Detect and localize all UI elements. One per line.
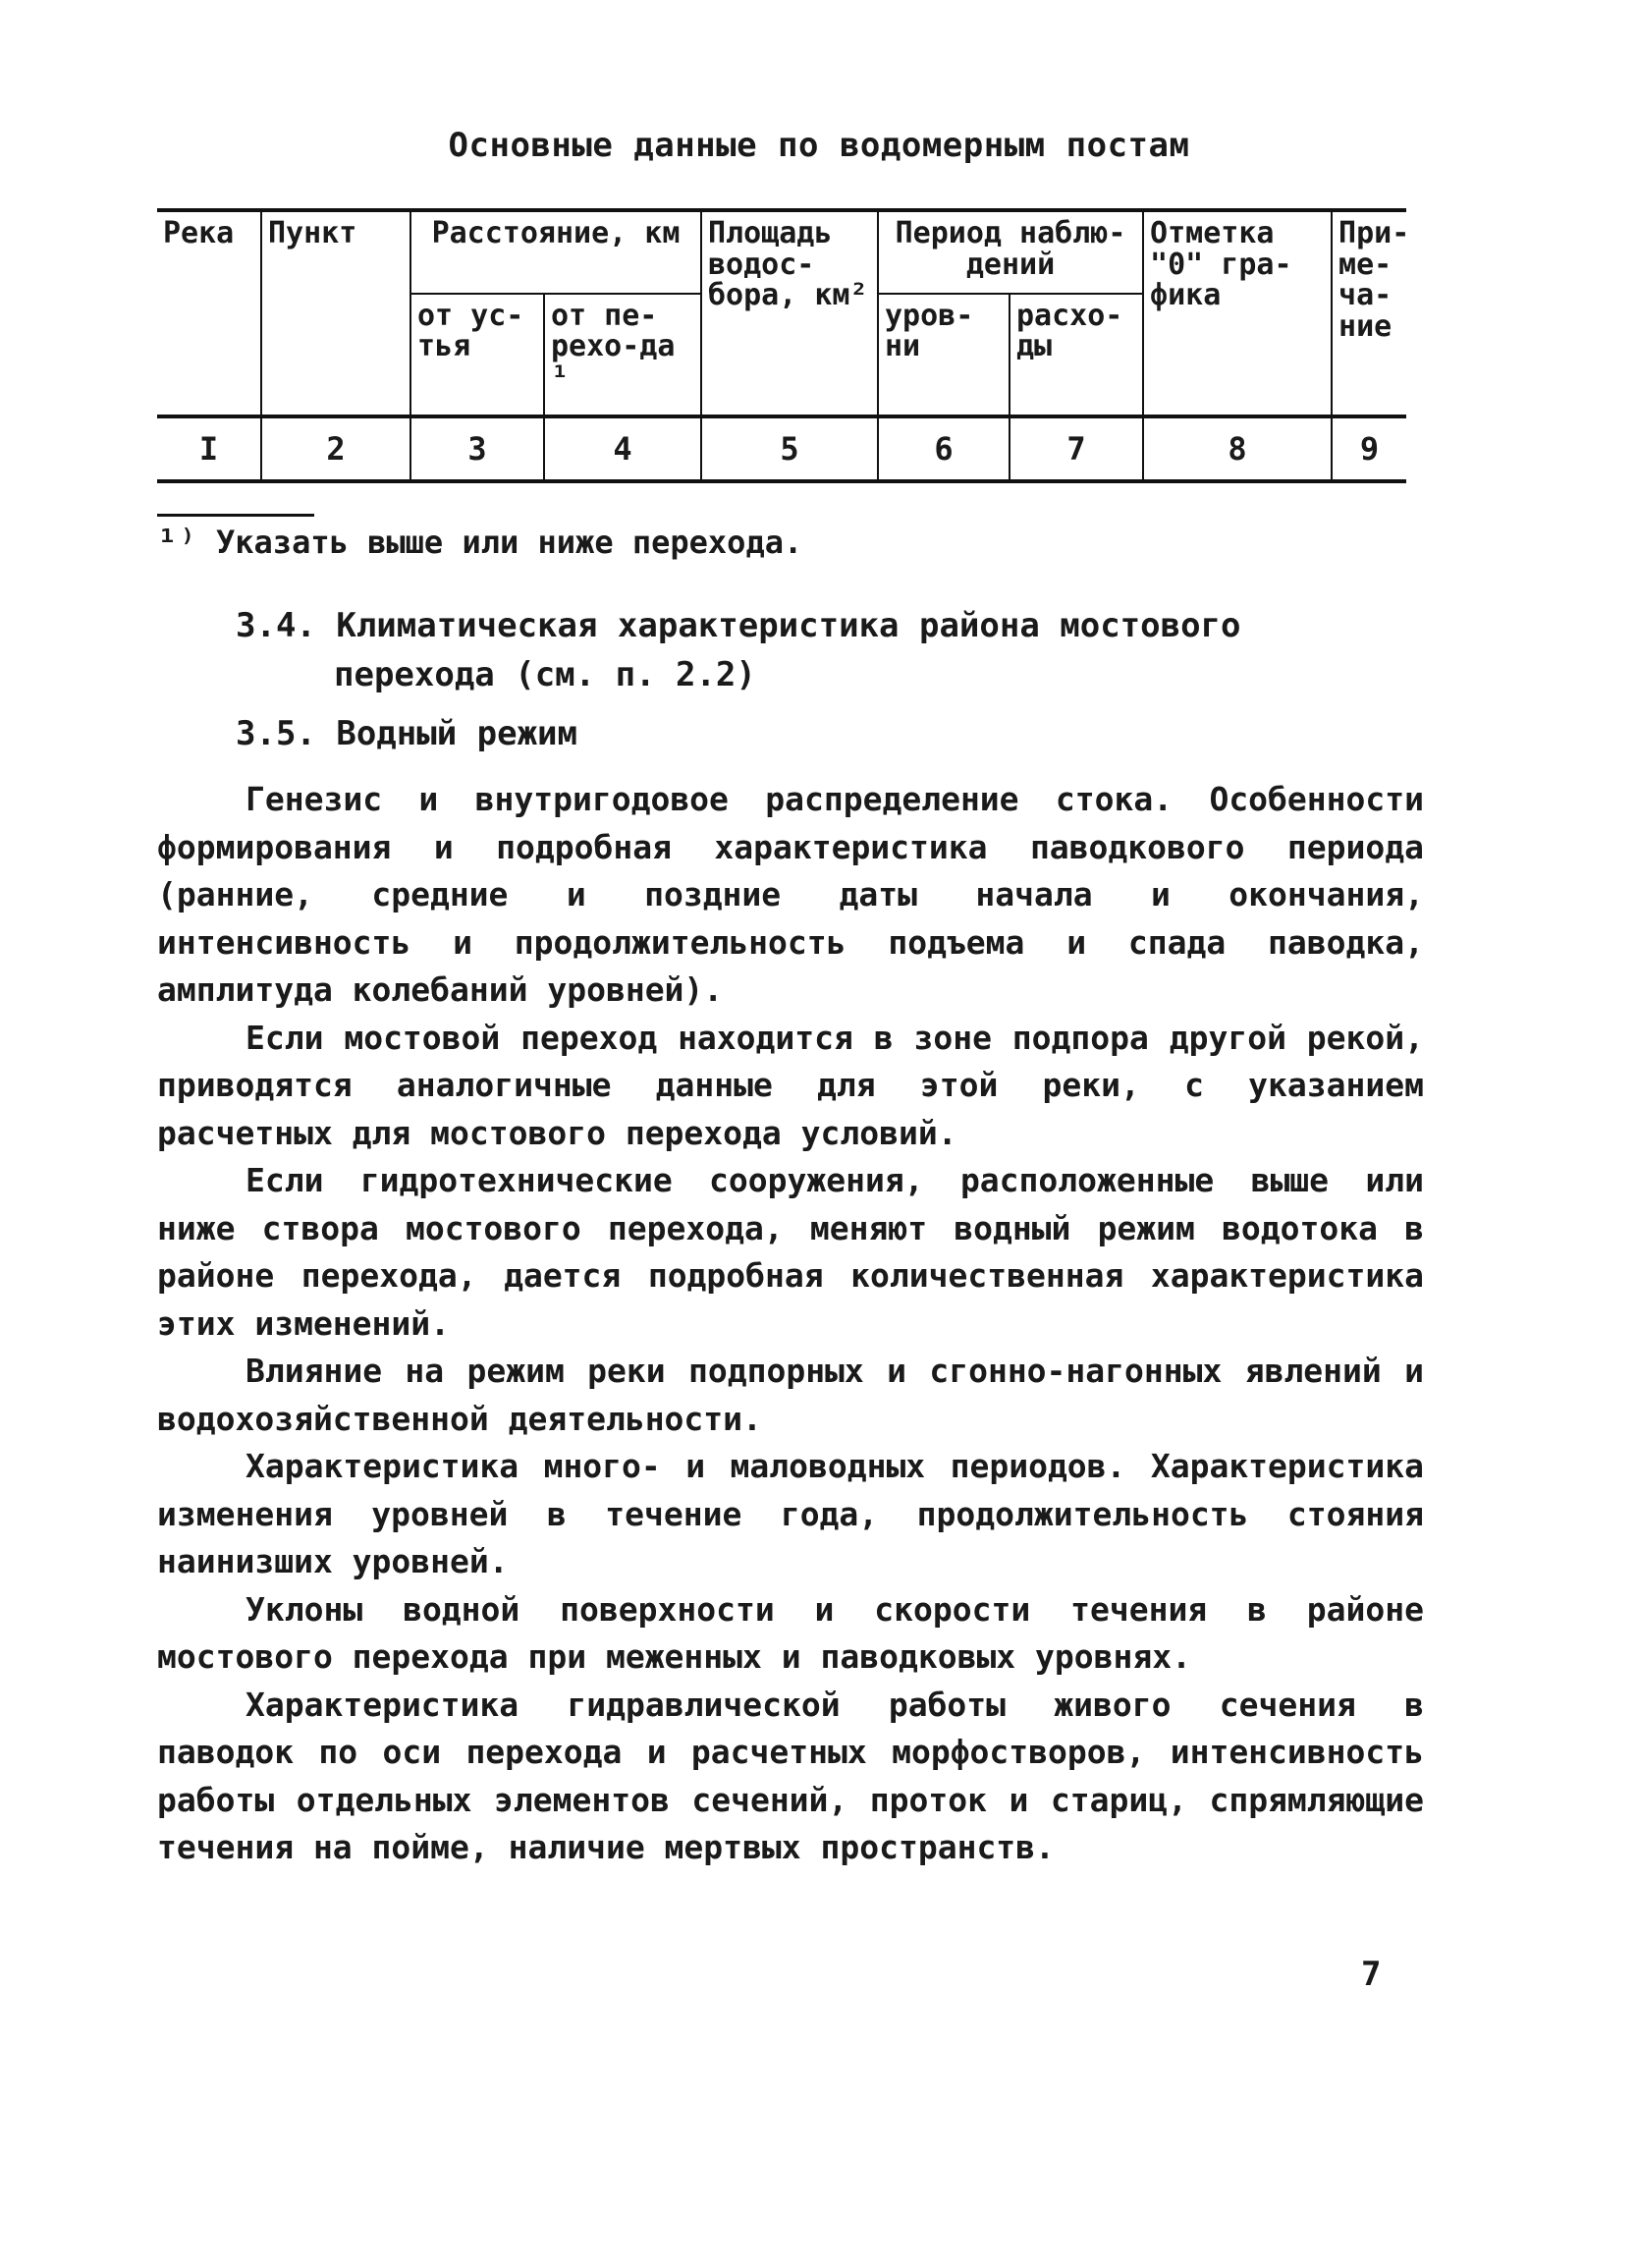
header-ot-ustya: от ус-тья — [410, 294, 544, 416]
header-urovni: уров-ни — [878, 294, 1010, 416]
section-3-4-line1: 3.4. Климатическая характеристика района мостового — [236, 606, 1241, 645]
column-number: 9 — [1332, 416, 1406, 481]
section-3-5-body — [157, 776, 1424, 1872]
page-title: Основные данные по водомерным постам — [448, 126, 1190, 165]
paragraph: Характеристика гидравлической работы живого сечения в паводок по оси перехода и расчетных морфостворов, интенсивность работы отдельных элементов сечений, проток и стариц, спрямляющие течения на пойме, наличие мертвых пространств. — [157, 1685, 1424, 1866]
column-number: 7 — [1010, 416, 1143, 481]
column-number: 3 — [410, 416, 544, 481]
footnote-mark: ¹⁾ — [157, 523, 197, 562]
paragraph: Характеристика много- и маловодных периодов. Характеристика изменения уровней в течение года, продолжительность стояния наинизших уровней. — [157, 1447, 1424, 1580]
gauging-stations-table — [157, 208, 1410, 483]
section-3-5-heading: 3.5. Водный режим — [236, 714, 577, 753]
header-rasstoyanie: Расстояние, км — [410, 210, 701, 294]
header-otmetka: Отметка "0" гра-фика — [1143, 210, 1332, 416]
header-ot-perehoda: от пе-рехо-да ¹ — [544, 294, 701, 416]
column-number: 4 — [544, 416, 701, 481]
footnote-divider — [157, 514, 314, 517]
paragraph: Если мостовой переход находится в зоне подпора другой рекой, приводятся аналогичные данные для этой реки, с указанием расчетных для мостового перехода условий. — [157, 1018, 1424, 1152]
section-3-4-heading — [236, 601, 1241, 699]
paragraph: Влияние на режим реки подпорных и сгонно-нагонных явлений и водохозяйственной деятельности. — [157, 1352, 1424, 1438]
header-period: Период наблю-дений — [878, 210, 1143, 294]
paragraph: Генезис и внутригодовое распределение стока. Особенности формирования и подробная характеристика паводкового периода (ранние, средние и поздние даты начала и окончания, интенсивность и продолжительность подъема и спада паводка, амплитуда колебаний уровней). — [157, 780, 1424, 1009]
column-number: 5 — [701, 416, 878, 481]
header-ploshad: Площадь водос-бора, км² — [701, 210, 878, 416]
header-punkt: Пункт — [261, 210, 410, 416]
paragraph: Уклоны водной поверхности и скорости течения в районе мостового перехода при меженных и паводковых уровнях. — [157, 1589, 1424, 1676]
paragraph: Если гидротехнические сооружения, расположенные выше или ниже створа мостового перехода, меняют водный режим водотока в районе перехода, дается подробная количественная характеристика этих изменений. — [157, 1161, 1424, 1343]
column-numbers-row — [157, 416, 1406, 481]
footnote — [157, 523, 802, 562]
page-number: 7 — [1361, 1955, 1382, 1994]
section-3-4-line2: перехода (см. п. 2.2) — [334, 655, 756, 694]
header-rashody: расхо-ды — [1010, 294, 1143, 416]
header-reka: Река — [157, 210, 261, 416]
header-primechanie: При-ме-ча-ние — [1332, 210, 1406, 416]
column-number: I — [157, 416, 261, 481]
column-number: 8 — [1143, 416, 1332, 481]
column-number: 6 — [878, 416, 1010, 481]
footnote-text: Указать выше или ниже перехода. — [216, 524, 803, 561]
column-number: 2 — [261, 416, 410, 481]
